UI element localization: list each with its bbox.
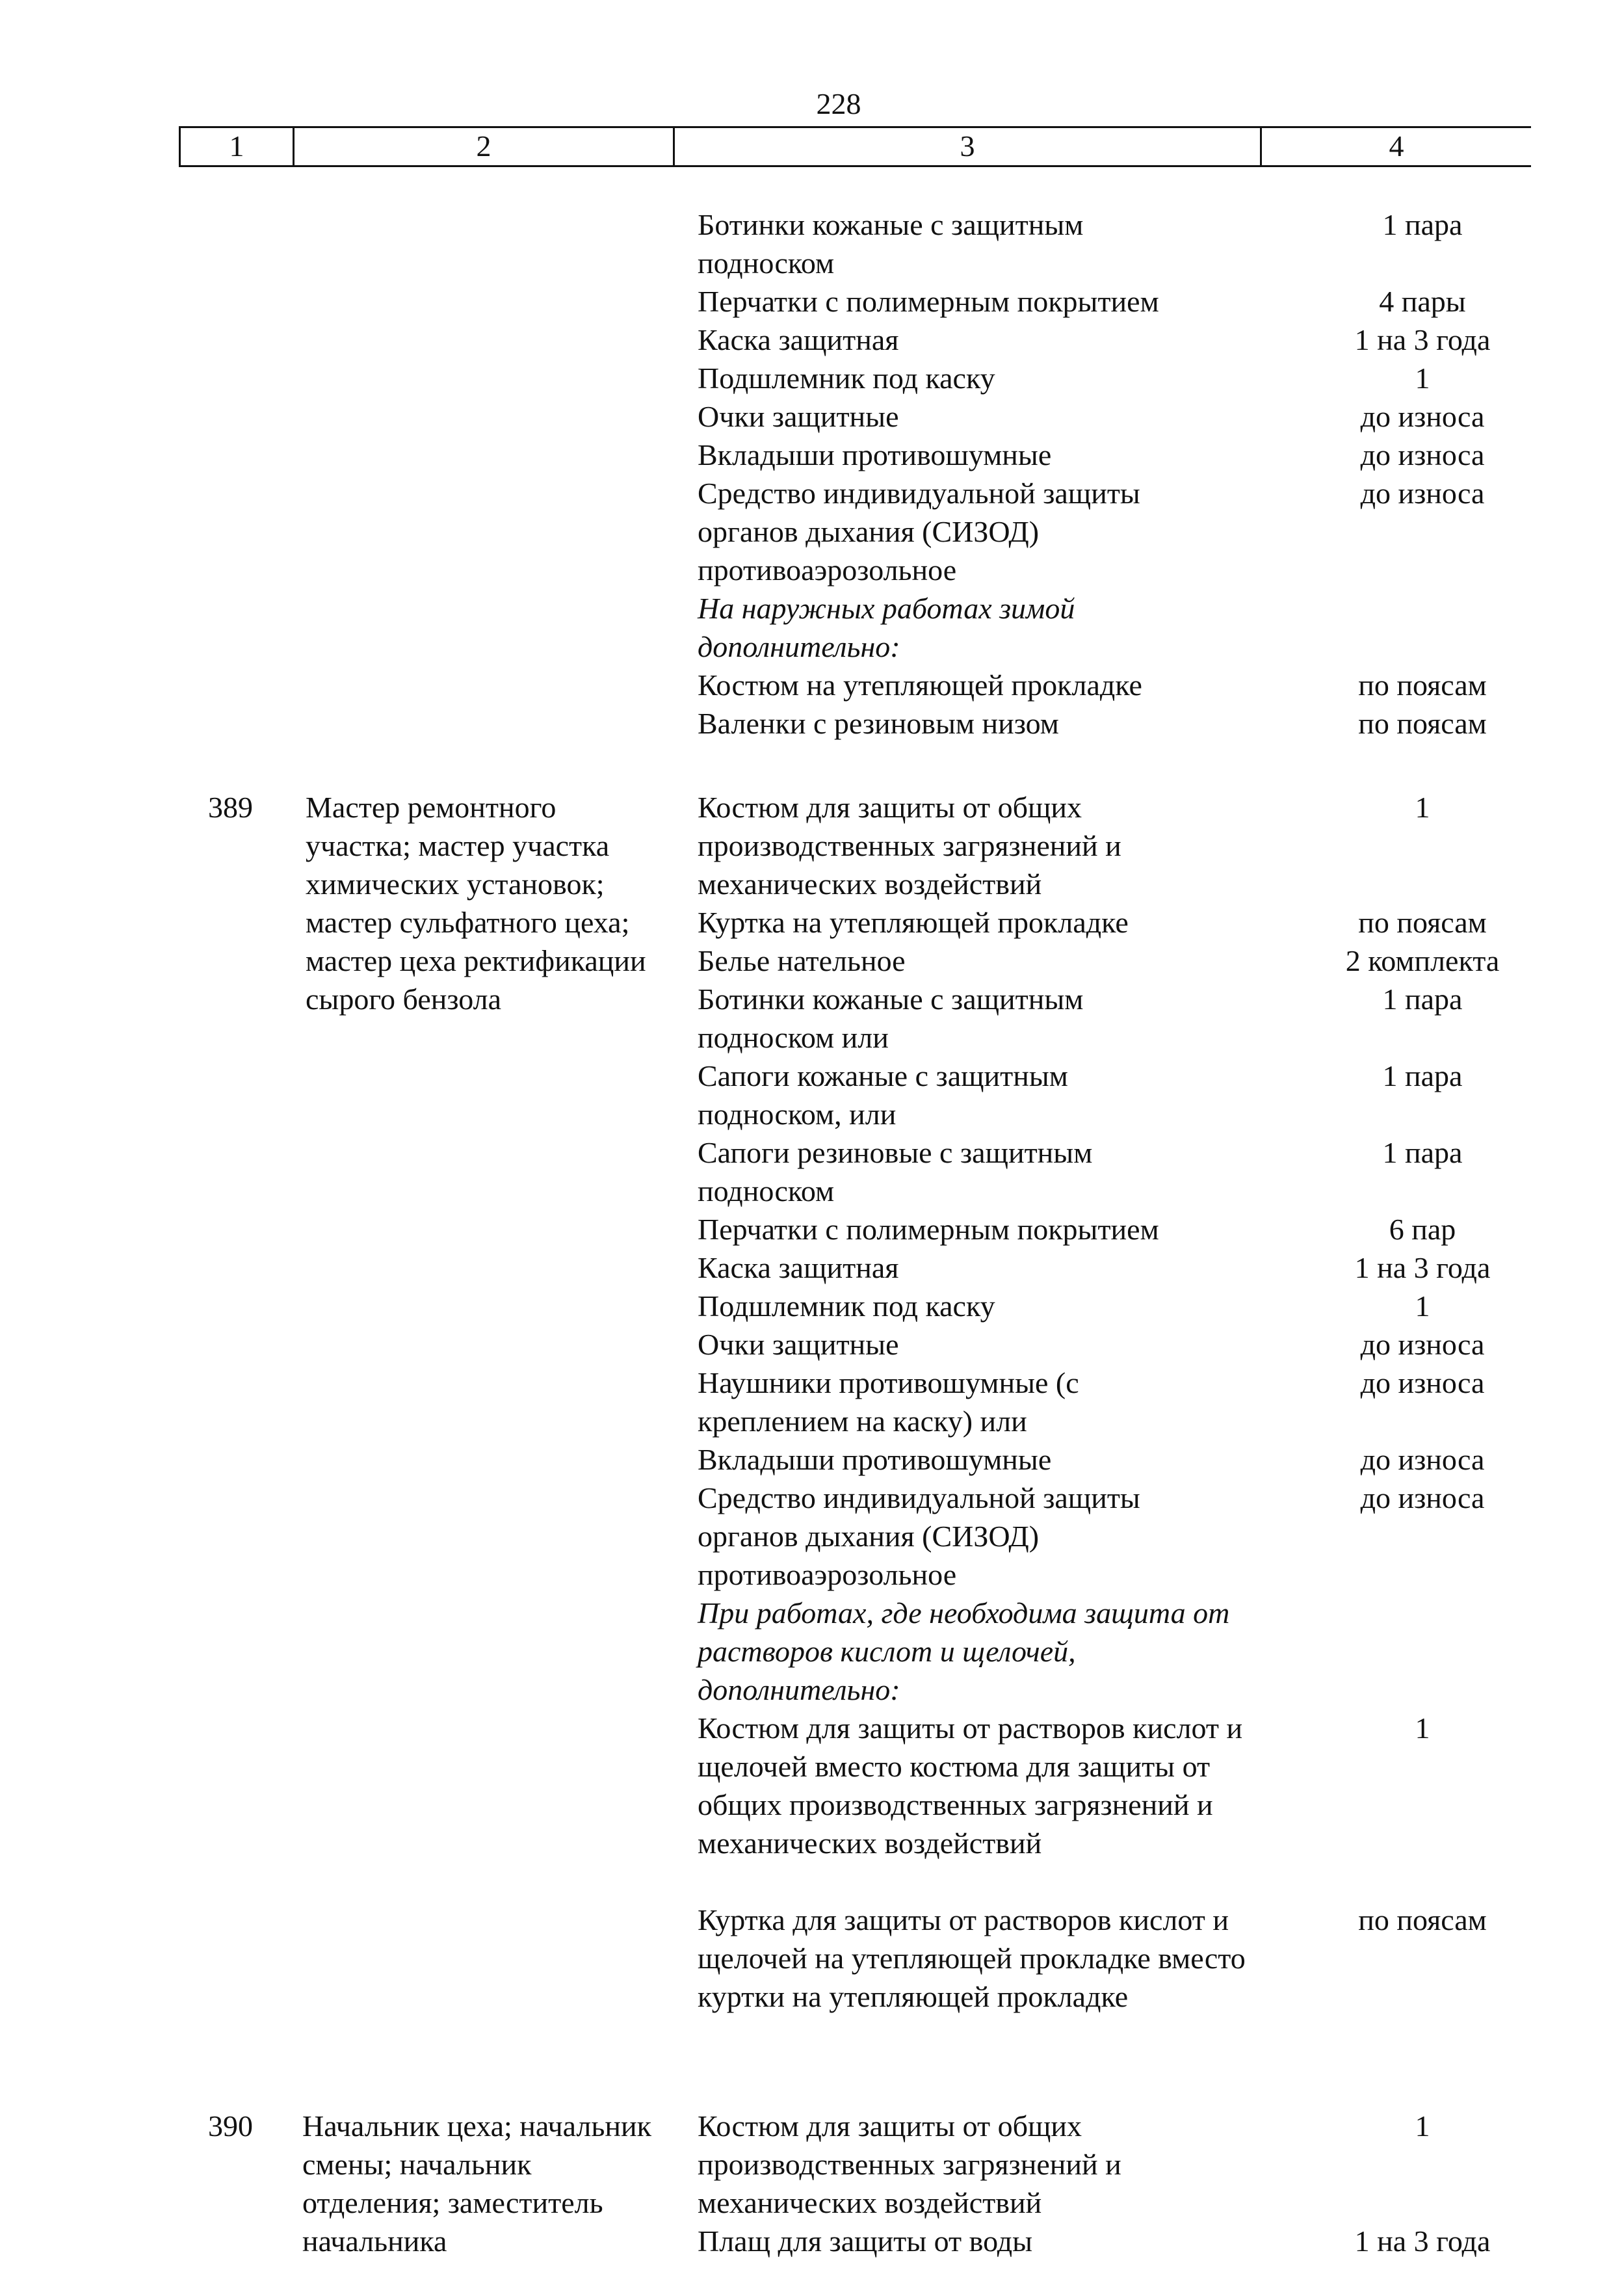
list-item [698, 589, 1348, 666]
row-number: 390 [208, 2109, 253, 2143]
list-item [698, 321, 1491, 359]
list-item [698, 1709, 1430, 1901]
list-item [698, 2222, 1491, 2260]
item-name: Каска защитная [698, 323, 899, 356]
item-qty: 1 [1415, 1289, 1430, 1323]
item-qty: 2 комплекта [1345, 944, 1500, 977]
item-name: Костюм для защиты от общих производственных загрязнений и механических воздействий [698, 2109, 1121, 2219]
list-item [698, 1287, 1430, 1325]
item-qty: до износа [1360, 1328, 1485, 1361]
list-item [698, 1210, 1456, 1248]
item-name: Подшлемник под каску [698, 362, 995, 395]
item-name: Сапоги кожаные с защитным подноском, или [698, 1059, 1068, 1131]
list-item [698, 1364, 1485, 1440]
item-name: Костюм для защиты от общих производственных загрязнений и механических воздействий [698, 791, 1121, 901]
list-item [698, 1248, 1491, 1287]
item-qty: по поясам [1358, 668, 1487, 702]
item-qty: до износа [1360, 1443, 1485, 1476]
item-name: Белье нательное [698, 944, 906, 977]
row-items [698, 788, 1500, 2054]
job-title: Начальник цеха; начальник смены; начальник отделения; заместитель начальника [302, 2109, 651, 2258]
header-bottom-border [179, 165, 1531, 167]
item-qty: 1 на 3 года [1354, 2224, 1491, 2258]
item-name: Подшлемник под каску [698, 1289, 995, 1323]
item-name: Плащ для защиты от воды [698, 2224, 1033, 2258]
item-qty: 1 на 3 года [1354, 323, 1491, 356]
list-item [698, 205, 1463, 282]
list-item [698, 474, 1485, 589]
list-item [698, 1325, 1485, 1364]
list-item [698, 436, 1485, 474]
page-number: 228 [816, 87, 861, 120]
list-item [698, 704, 1487, 743]
item-qty: 1 [1415, 362, 1430, 395]
item-name: Куртка на утепляющей прокладке [698, 906, 1129, 939]
list-item [698, 397, 1485, 436]
item-qty: до износа [1360, 1481, 1485, 1514]
item-qty: 6 пар [1389, 1213, 1456, 1246]
continuation-items [698, 205, 1491, 743]
item-qty: по поясам [1358, 1903, 1487, 1936]
list-item [698, 666, 1487, 704]
item-name: Куртка для защиты от растворов кислот и щелочей на утепляющей прокладке вместо куртки на утепляющей прокладке [698, 1903, 1246, 2013]
item-name: Перчатки с полимерным покрытием [698, 285, 1159, 318]
list-item [698, 1479, 1485, 1594]
item-name: Ботинки кожаные с защитным подноском или [698, 983, 1084, 1054]
item-qty: 1 пара [1382, 1136, 1463, 1169]
item-qty: по поясам [1358, 707, 1487, 740]
item-name: Наушники противошумные (с креплением на каску) или [698, 1366, 1079, 1438]
list-item [698, 1901, 1487, 2054]
item-qty: до износа [1360, 477, 1485, 510]
item-name: Костюм на утепляющей прокладке [698, 668, 1142, 702]
row-number: 389 [208, 791, 253, 824]
item-name: Ботинки кожаные с защитным подноском [698, 208, 1084, 280]
item-name: Вкладыши противошумные [698, 1443, 1052, 1476]
item-qty: 1 [1415, 791, 1430, 824]
list-item [698, 1133, 1463, 1210]
list-item [698, 980, 1463, 1057]
header-col-4: 4 [1389, 129, 1404, 163]
item-qty: 4 пары [1379, 285, 1466, 318]
item-name: Сапоги резиновые с защитным подноском [698, 1136, 1093, 1207]
item-qty: 1 [1415, 2109, 1430, 2143]
item-qty: по поясам [1358, 906, 1487, 939]
list-item [698, 903, 1487, 942]
item-name: При работах, где необходима защита от растворов кислот и щелочей, дополнительно: [698, 1596, 1230, 1706]
row-items [698, 2107, 1491, 2260]
list-item [698, 282, 1466, 321]
list-item [698, 1440, 1485, 1479]
item-name: Вкладыши противошумные [698, 438, 1052, 471]
list-item [698, 788, 1430, 903]
item-name: Очки защитные [698, 400, 899, 433]
list-item [698, 942, 1500, 980]
item-qty: 1 пара [1382, 1059, 1463, 1092]
list-item [698, 359, 1430, 397]
item-qty: 1 пара [1382, 208, 1463, 241]
list-item [698, 2107, 1430, 2222]
header-col-1: 1 [229, 129, 244, 163]
item-qty: до износа [1360, 400, 1485, 433]
item-qty: 1 [1415, 1711, 1430, 1745]
header-col-3: 3 [960, 129, 975, 163]
item-name: Средство индивидуальной защиты органов дыхания (СИЗОД) противоаэрозольное [698, 477, 1140, 587]
item-name: Перчатки с полимерным покрытием [698, 1213, 1159, 1246]
item-name: На наружных работах зимой дополнительно: [698, 592, 1075, 663]
job-title: Мастер ремонтного участка; мастер участка химических установок; мастер сульфатного цеха; мастер цеха ректификации сырого бензола [306, 791, 646, 1016]
list-item [698, 1594, 1348, 1709]
item-qty: 1 пара [1382, 983, 1463, 1016]
item-name: Валенки с резиновым низом [698, 707, 1059, 740]
item-qty: до износа [1360, 438, 1485, 471]
item-qty: до износа [1360, 1366, 1485, 1399]
item-name: Каска защитная [698, 1251, 899, 1284]
item-qty: 1 на 3 года [1354, 1251, 1491, 1284]
item-name: Очки защитные [698, 1328, 899, 1361]
header-col-2: 2 [476, 129, 491, 163]
list-item [698, 1057, 1463, 1133]
item-name: Костюм для защиты от растворов кислот и щелочей вместо костюма для защиты от общих производственных загрязнений и механических воздействий [698, 1711, 1243, 1860]
item-name: Средство индивидуальной защиты органов дыхания (СИЗОД) противоаэрозольное [698, 1481, 1140, 1591]
